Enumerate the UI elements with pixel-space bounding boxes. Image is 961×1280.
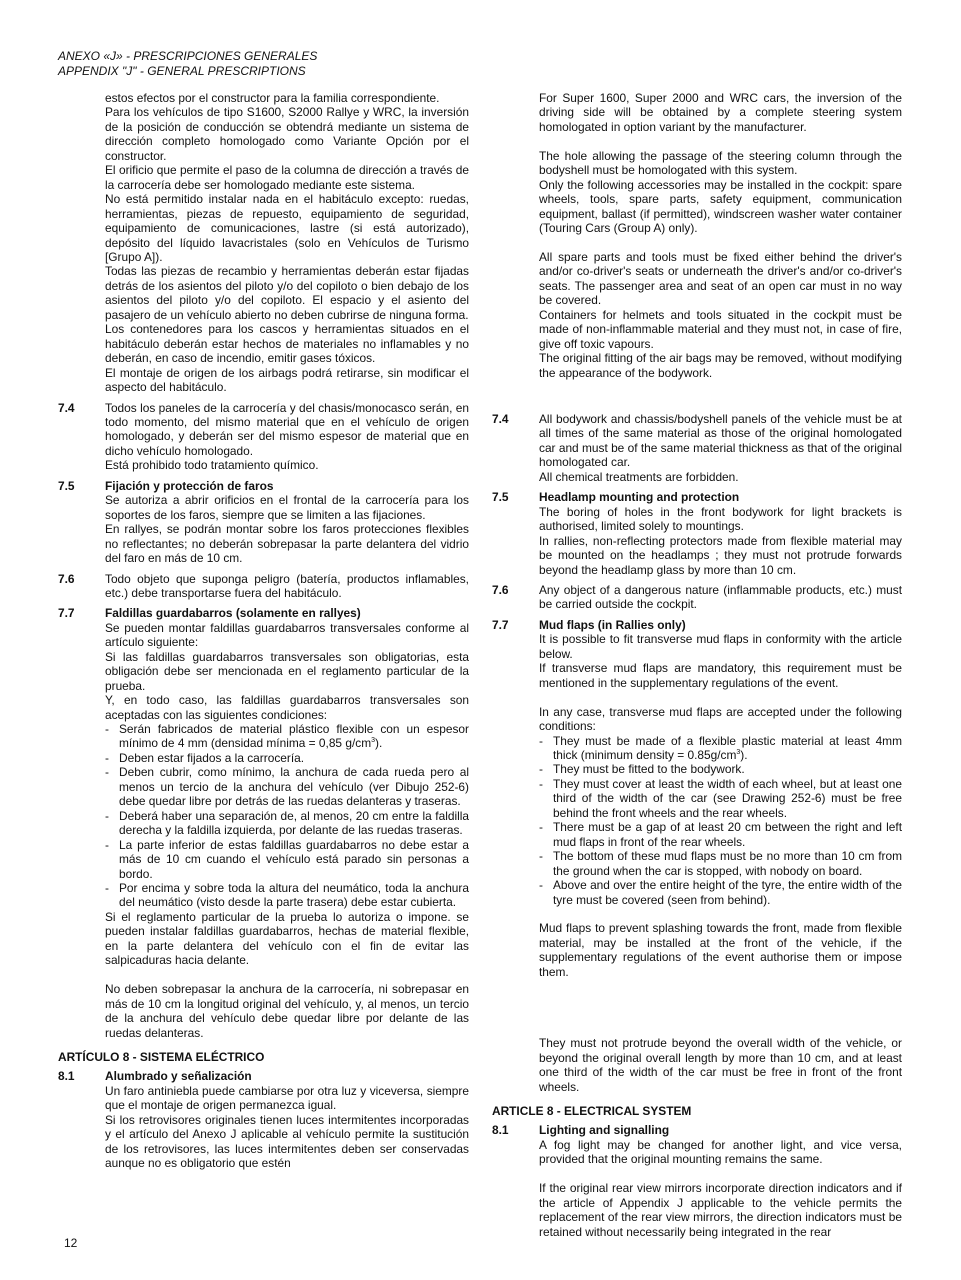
list-item: - Deberá haber una separación de, al menos, 20 cm entre la faldilla derecha y la faldilla izquierda, por delante de las ruedas traseras. xyxy=(105,809,469,838)
paragraph: En rallyes, se podrán montar sobre los faros protecciones flexibles no reflectantes; no deberán sobrepasar la parte delantera del vidrio del faro en más de 10 cm. xyxy=(105,522,469,566)
en-section-7-5 xyxy=(492,490,902,577)
list-item: - There must be a gap of at least 20 cm between the right and left mud flaps in front of the rear wheels. xyxy=(539,820,902,849)
section-title: Faldillas guardabarros (solamente en rallyes) xyxy=(105,606,361,621)
paragraph: In any case, transverse mud flaps are accepted under the following conditions: xyxy=(539,704,902,734)
paragraph: The original fitting of the air bags may be removed, without modifying the appearance of the bodywork. xyxy=(539,351,902,380)
list-item: - Deben cubrir, como mínimo, la anchura de cada rueda pero al menos un tercio de la anchura del vehículo (ver Dibujo 252-6) debe quedar libre por detrás de las ruedas delanteras y traseras. xyxy=(105,765,469,808)
paragraph: Todos los paneles de la carrocería y del chasis/monocasco serán, en todo momento, del mismo material que en el vehículo de origen homologado, y deberán ser del mismo espesor de material que en dicho vehículo homologado. xyxy=(105,400,469,458)
es-section-7-5 xyxy=(58,479,469,566)
section-title: Fijación y protección de faros xyxy=(105,478,274,493)
paragraph: Se pueden montar faldillas guardabarros transversales conforme al artículo siguiente: xyxy=(105,620,469,650)
en-section-8-1 xyxy=(492,1123,902,1239)
section-number: 7.5 xyxy=(492,490,509,505)
paragraph: No está permitido instalar nada en el habitáculo excepto: ruedas, herramientas, piezas de repuesto, equipamiento de seguridad, equipamiento de comunicaciones, lastre (si está autorizado), depósito del líquido lavacristales (solo en Vehículos de Turismo [Grupo A]). xyxy=(105,192,469,264)
paragraph: All bodywork and chassis/bodyshell panels of the vehicle must be at all times of the same material as those of the original homologated car and must be of the same material thickness as that of the original homologated car. xyxy=(539,412,902,470)
paragraph: If the original rear view mirrors incorporate direction indicators and if the article of Appendix J applicable to the vehicle permits the replacement of the rear view mirrors, the direction indicators must be retained without necessarily being integrated in the rear xyxy=(539,1181,902,1239)
section-number: 7.4 xyxy=(58,400,75,415)
section-number: 8.1 xyxy=(492,1123,509,1138)
section-number: 7.7 xyxy=(492,617,509,632)
paragraph: No deben sobrepasar la anchura de la carrocería, ni sobrepasar en más de 10 cm la longitud original del vehículo, y, al menos, un tercio de la anchura del vehículo debe quedar libre por delante de las ruedas delanteras. xyxy=(105,982,469,1040)
page-number: 12 xyxy=(64,1236,78,1250)
es-intro xyxy=(58,91,469,395)
section-number: 7.6 xyxy=(58,571,75,586)
paragraph: Para los vehículos de tipo S1600, S2000 Rallye y WRC, la inversión de la posición de conducción se obtendrá mediante un sistema de dirección completo homologado como Variante Opción por el constructor. xyxy=(105,105,469,163)
list-item: - They must cover at least the width of each wheel, but at least one third of the width of the car (see Drawing 252-6) must be free behind the front wheels and the rear wheels. xyxy=(539,777,902,820)
paragraph: Containers for helmets and tools situated in the cockpit must be made of non-inflammable material and they must not, in case of fire, give off toxic vapours. xyxy=(539,307,902,351)
paragraph: Mud flaps to prevent splashing towards the front, made from flexible material, may be installed at the front of the vehicle, if the supplementary regulations of the event authorise them or impose them. xyxy=(539,921,902,979)
conditions-list xyxy=(105,722,469,910)
list-item: - They must be made of a flexible plastic material at least 4mm thick (minimum density = $0.85g/cm^3$). xyxy=(539,734,902,763)
paragraph: El orificio que permite el paso de la columna de dirección a través de la carrocería debe ser homologado mediante este sistema. xyxy=(105,163,469,192)
en-intro xyxy=(492,91,902,380)
es-section-7-6 xyxy=(58,572,469,601)
paragraph: It is possible to fit transverse mud flaps in conformity with the article below. xyxy=(539,632,902,661)
paragraph: Si el reglamento particular de la prueba lo autoriza o impone. se pueden instalar faldillas guardabarros, hechas de material flexible, en la parte delantera del vehículo con el fin de evitar las salpicaduras hacia delante. xyxy=(105,909,469,968)
paragraph: They must not protrude beyond the overall width of the vehicle, or beyond the original overall length by more than 10 cm, and at least one third of the width of the car must be free in front of the front wheels. xyxy=(539,1036,902,1094)
es-section-7-7 xyxy=(58,606,469,1040)
es-article-8-heading: ARTÍCULO 8 - SISTEMA ELÉCTRICO xyxy=(58,1049,265,1064)
paragraph: The boring of holes in the front bodywork for light brackets is authorised, limited solely to mountings. xyxy=(539,504,902,534)
paragraph: Un faro antiniebla puede cambiarse por otra luz y viceversa, siempre que el montaje de origen permanezca igual. xyxy=(105,1083,469,1113)
spanish-column xyxy=(58,91,469,1171)
header-line-en: APPENDIX "J" - GENERAL PRESCRIPTIONS xyxy=(58,63,306,78)
paragraph: Se autoriza a abrir orificios en el frontal de la carrocería para los soportes de los faros, siempre que se limiten a las fijaciones. xyxy=(105,493,469,522)
paragraph: El montaje de origen de los airbags podrá retirarse, sin modificar el aspecto del habitáculo. xyxy=(105,365,469,395)
paragraph: For Super 1600, Super 2000 and WRC cars, the inversion of the driving side will be obtained by a complete steering system homologated in option variant by the manufacturer. xyxy=(539,91,902,134)
paragraph: Los contenedores para los cascos y herramientas situados en el habitáculo deberán estar hechos de materiales no inflamables y no deberán, en caso de incendio, emitir gases tóxicos. xyxy=(105,322,469,366)
en-section-7-7 xyxy=(492,618,902,1094)
paragraph: Only the following accessories may be installed in the cockpit: spare wheels, tools, spare parts, safety equipment, communication equipment, ballast (if permitted), windscreen washer water container (Touring Cars (Group A) only). xyxy=(539,177,902,236)
es-section-7-4 xyxy=(58,401,469,473)
en-article-8-heading: ARTICLE 8 - ELECTRICAL SYSTEM xyxy=(492,1104,692,1119)
paragraph: estos efectos por el constructor para la familia correspondiente. xyxy=(105,91,440,105)
list-item: - The bottom of these mud flaps must be no more than 10 cm from the ground when the car is stopped, with nobody on board. xyxy=(539,849,902,878)
section-title: Lighting and signalling xyxy=(539,1123,670,1138)
paragraph: Si las faldillas guardabarros transversales son obligatorias, esta obligación debe ser mencionada en el reglamento particular de la prueba. xyxy=(105,649,469,693)
en-section-7-6 xyxy=(492,583,902,612)
conditions-list xyxy=(539,734,902,907)
paragraph: Y, en todo caso, las faldillas guardabarros transversales son aceptadas con las siguientes condiciones: xyxy=(105,693,469,722)
section-number: 7.4 xyxy=(492,412,509,427)
section-title: Mud flaps (in Rallies only) xyxy=(539,617,686,632)
list-item: - Por encima y sobre toda la altura del neumático, toda la anchura del neumático (visto desde la parte trasera) debe estar cubierta. xyxy=(105,881,469,910)
list-item: - They must be fitted to the bodywork. xyxy=(539,762,902,776)
paragraph: All chemical treatments are forbidden. xyxy=(539,469,739,484)
english-column xyxy=(492,91,902,1239)
es-section-8-1 xyxy=(58,1069,469,1170)
paragraph: The hole allowing the passage of the steering column through the bodyshell must be homologated with this system. xyxy=(539,148,902,178)
paragraph: Todo objeto que suponga peligro (batería, productos inflamables, etc.) debe transportarse fuera del habitáculo. xyxy=(105,571,469,600)
section-title: Headlamp mounting and protection xyxy=(539,490,740,505)
paragraph: Si los retrovisores originales tienen luces intermitentes incorporadas y el artículo del Anexo J aplicable al vehículo permite la sustitución de los retrovisores, las luces intermitentes deben ser conservadas aunque no es obligatorio que estén xyxy=(105,1112,469,1171)
section-title: Alumbrado y señalización xyxy=(105,1069,252,1084)
paragraph: If transverse mud flaps are mandatory, this requirement must be mentioned in the supplementary regulations of the event. xyxy=(539,661,902,690)
paragraph: In rallies, non-reflecting protectors made from flexible material may be mounted on the headlamps ; they must not protrude forwards beyond the headlamp glass by more than 10 cm. xyxy=(539,533,902,577)
paragraph: All spare parts and tools must be fixed either behind the driver's and/or co-driver's seats or underneath the driver's and/or co-driver's seats. The passenger area and seat of an open car must in no way be covered. xyxy=(539,249,902,308)
list-item: - Serán fabricados de material plástico flexible con un espesor mínimo de 4 mm (densidad mínima = 0,85 $g/cm^3$). xyxy=(105,722,469,751)
list-item: - Deben estar fijados a la carrocería. xyxy=(105,751,469,765)
running-header xyxy=(58,49,317,78)
section-number: 7.6 xyxy=(492,583,509,598)
section-number: 8.1 xyxy=(58,1069,75,1084)
header-line-es: ANEXO «J» - PRESCRIPCIONES GENERALES xyxy=(58,49,318,63)
paragraph: Any object of a dangerous nature (inflammable products, etc.) must be carried outside the cockpit. xyxy=(539,583,902,612)
section-number: 7.5 xyxy=(58,478,75,493)
section-number: 7.7 xyxy=(58,606,75,621)
en-section-7-4 xyxy=(492,412,902,484)
list-item: - La parte inferior de estas faldillas guardabarros no debe estar a más de 10 cm cuando el vehículo está parado sin personas a bordo. xyxy=(105,838,469,881)
paragraph: A fog light may be changed for another light, and vice versa, provided that the original mounting remains the same. xyxy=(539,1137,902,1167)
paragraph: Todas las piezas de recambio y herramientas deberán estar fijadas detrás de los asientos del piloto y/o del copiloto o bien debajo de los asientos del piloto y/o del copiloto. El espacio y el asiento del pasajero de un vehículo abierto no deben cubrirse de ninguna forma. xyxy=(105,264,469,322)
paragraph: Está prohibido todo tratamiento químico. xyxy=(105,458,319,473)
list-item: - Above and over the entire height of the tyre, the entire width of the tyre must be covered (seen from behind). xyxy=(539,878,902,907)
